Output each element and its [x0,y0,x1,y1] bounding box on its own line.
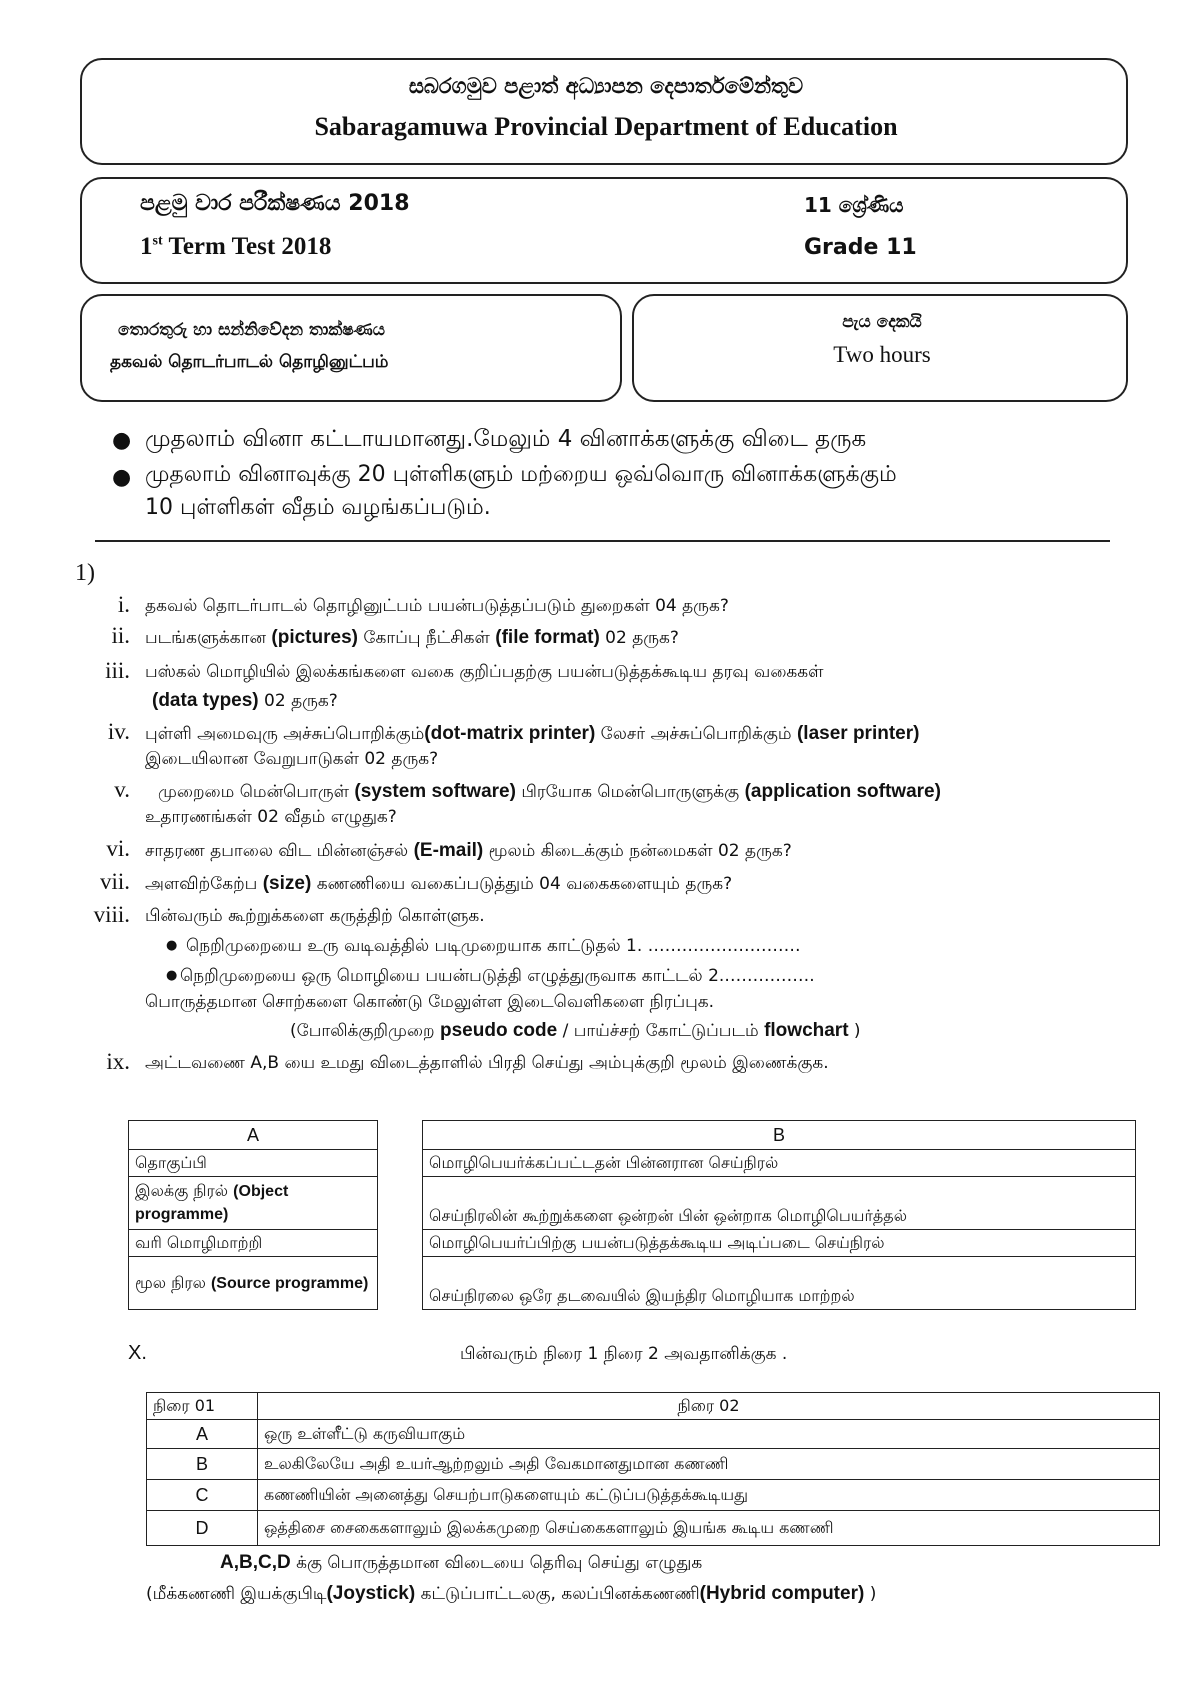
table-a [128,1120,378,1310]
divider-line [95,540,1110,542]
duration-sinhala: පැය දෙකයි [842,312,922,332]
table-b-cell: மொழிபெயர்க்கப்பட்டதன் பின்னரான செய்நிரல் [423,1150,1136,1177]
instruction-bullet-1: ● [112,428,132,453]
question-viii-fill-instruction: பொருத்தமான சொற்களை கொண்டு மேலுள்ள இடைவெளிகளை நிரப்புக. [145,992,715,1012]
question-x-text: பின்வரும் நிரை 1 நிரை 2 அவதானிக்குக . [460,1344,788,1364]
question-ii-part-a: படங்களுக்கான [145,628,272,648]
question-iv-part-a: புள்ளி அமைவுரு அச்சுப்பொறிக்கும் [145,724,425,744]
table-b-cell: மொழிபெயர்ப்பிற்கு பயன்படுத்தக்கூடிய அடிப்படை செய்நிரல் [423,1230,1136,1257]
question-1-label: 1) [75,560,95,586]
table-a-cell-text: வரி மொழிமாற்றி [135,1232,263,1252]
question-iii-text: பஸ்கல் மொழியில் இலக்கங்களை வகை குறிப்பதற்கு பயன்படுத்தக்கூடிய தரவு வகைகள் [145,662,824,682]
department-sinhala: සබරගමුව පළාත් අධ්‍යාපන දෙපාර්තමේන්තුව [408,74,804,98]
table-x-key: A [147,1420,258,1449]
question-x-number: X. [128,1342,147,1364]
question-x-choice-e: ) [864,1584,877,1604]
table-row [147,1449,1160,1480]
table-b [422,1120,1136,1310]
question-v-part-c: பிரயோக மென்பொருளுக்கு [515,782,745,802]
term-number: 1 [140,233,153,260]
question-v-text [158,781,941,804]
table-a-cell-text: இலக்கு நிரல் [135,1181,234,1200]
table-x-col1-header: நிரை 01 [147,1393,258,1420]
question-vii-size: (size) [262,873,312,894]
term-english-text: Term Test 2018 [168,233,332,260]
question-vi-number: vi. [106,836,130,861]
question-iv-dot-matrix: (dot-matrix printer) [424,723,596,744]
question-viii-options [290,1020,861,1043]
question-ii-file-format: (file format) [495,627,600,648]
question-x-hybrid: (Hybrid computer) [699,1583,865,1604]
question-x-choices [146,1583,876,1606]
exam-info-box [80,177,1128,284]
table-row [129,1257,378,1310]
table-a-cell-text: தொகுப்பி [135,1152,207,1172]
table-x-key: B [147,1449,258,1480]
table-x-col2-header: நிரை 02 [258,1393,1160,1420]
question-v-number: v. [114,777,130,802]
question-viii-intro: பின்வரும் கூற்றுக்களை கருத்திற் கொள்ளுக. [145,906,485,926]
term-superscript: st [152,233,163,249]
table-x-desc: ஒரு உள்ளீட்டு கருவியாகும் [258,1420,1160,1449]
question-iv-text [145,723,919,746]
question-x-choice-c: கட்டுப்பாட்டலகு, கலப்பினக்கணணி [415,1584,700,1604]
question-iv-laser: (laser printer) [796,723,920,744]
table-row [423,1230,1136,1257]
question-viii-number: viii. [93,902,130,927]
question-iv-number: iv. [107,719,130,744]
question-iii-part-c: 02 தருக? [258,691,338,711]
question-viii-opt-c: / பாய்ச்சற் கோட்டுப்படம் [557,1021,765,1041]
question-ii-text [145,627,679,650]
subject-box [80,294,622,402]
question-ii-part-e: 02 தருக? [599,628,679,648]
grade-sinhala: 11 ශ්‍රේණිය [804,193,904,217]
question-vii-text [145,873,732,896]
table-row [423,1257,1136,1310]
question-ii-pictures: (pictures) [271,627,358,648]
table-b-cell: செய்நிரலின் கூற்றுக்களை ஒன்றன் பின் ஒன்றாக மொழிபெயர்த்தல் [423,1177,1136,1230]
question-x-choice-a: (மீக்கணணி இயக்குபிடி [146,1584,327,1604]
question-iv-part-c: லேசர் அச்சுப்பொறிக்கும் [595,724,797,744]
question-iii-number: iii. [105,658,130,683]
question-vii-number: vii. [99,869,130,894]
table-x-desc: உலகிலேயே அதி உயர்ஆற்றலும் அதி வேகமானதுமான கணணி [258,1449,1160,1480]
question-vi-part-a: சாதரண தபாலை விட மின்னஞ்சல் [145,841,414,861]
table-a-cell-text: மூல நிரல [135,1272,211,1292]
table-a-header: A [129,1121,378,1150]
question-x-joystick: (Joystick) [326,1583,416,1604]
term-english [140,233,331,261]
subject-sinhala: තොරතුරු හා සන්නිවේදන තාක්ෂණය [118,320,385,340]
table-row [423,1150,1136,1177]
table-row [129,1230,378,1257]
table-a-cell-english: (Object programme) [135,1183,289,1223]
question-v-system-software: (system software) [354,781,516,802]
question-ii-number: ii. [111,623,130,648]
question-iii-data-types: (data types) [152,690,259,711]
instruction-1: முதலாம் வினா கட்டாயமானது.மேலும் 4 வினாக்களுக்கு விடை தருக [145,426,867,452]
question-iii-line2 [152,690,338,713]
table-a-cell [129,1177,378,1230]
table-row [423,1177,1136,1230]
table-a-cell [129,1150,378,1177]
duration-box [632,294,1128,402]
table-row [147,1511,1160,1546]
question-viii-pseudo-code: pseudo code [440,1020,558,1041]
term-sinhala [140,191,410,216]
header-box [80,58,1128,165]
table-x [146,1392,1160,1546]
table-a-cell-english: (Source programme) [210,1274,369,1292]
table-x-desc: ஒத்திசை சைகைகளாலும் இலக்கமுறை செய்கைகளாலும் இயங்க கூடிய கணணி [258,1511,1160,1546]
question-v-line2: உதாரணங்கள் 02 வீதம் எழுதுக? [145,807,397,827]
question-vi-part-c: மூலம் கிடைக்கும் நன்மைகள் 02 தருக? [483,841,792,861]
table-b-cell: செய்நிரலை ஒரே தடவையில் இயந்திர மொழியாக மாற்றல் [423,1257,1136,1310]
question-vi-email: (E-mail) [413,840,484,861]
question-viii-bullet1: நெறிமுறையை உரு வடிவத்தில் படிமுறையாக காட்டுதல் 1. ……………………… [186,936,801,956]
question-i-number: i. [117,592,130,617]
question-x-answer-keys: A,B,C,D [220,1552,291,1573]
table-x-desc: கணணியின் அனைத்து செயற்பாடுகளையும் கட்டுப்படுத்தக்கூடியது [258,1480,1160,1511]
question-viii-bullet2: நெறிமுறையை ஒரு மொழியை பயன்படுத்தி எழுத்துருவாக காட்டல் 2.……………. [180,966,815,986]
table-row [129,1177,378,1230]
instruction-bullet-2: ● [112,465,132,490]
question-i-text: தகவல் தொடர்பாடல் தொழினுட்பம் பயன்படுத்தப்படும் துறைகள் 04 தருக? [145,596,729,616]
question-vi-text [145,840,792,863]
term-sinhala-text: පළමු වාර පරීක්ෂණය 2018 [140,191,410,216]
instruction-2: முதலாம் வினாவுக்கு 20 புள்ளிகளும் மற்றைய ஒவ்வொரு வினாக்களுக்கும் [145,462,897,487]
subject-tamil: தகவல் தொடர்பாடல் தொழினுட்பம் [110,352,389,372]
question-viii-flowchart: flowchart [764,1020,849,1041]
question-ix-number: ix. [106,1049,130,1074]
grade-english: Grade 11 [804,235,917,260]
table-x-key: D [147,1511,258,1546]
instruction-3: 10 புள்ளிகள் வீதம் வழங்கப்படும். [145,495,491,520]
question-iv-line2: இடையிலான வேறுபாடுகள் 02 தருக? [145,749,439,769]
question-v-part-a: முறைமை மென்பொருள் [158,782,355,802]
table-row [129,1150,378,1177]
question-ii-part-c: கோப்பு நீட்சிகள் [357,628,496,648]
table-a-cell [129,1230,378,1257]
question-vii-part-a: அளவிற்கேற்ப [145,874,263,894]
table-x-key: C [147,1480,258,1511]
question-ix-text: அட்டவணை A,B யை உமது விடைத்தாளில் பிரதி செய்து அம்புக்குறி மூலம் இணைக்குக. [145,1053,829,1073]
table-row [147,1480,1160,1511]
question-viii-bullet1-dot: ● [166,938,178,953]
department-english: Sabaragamuwa Provincial Department of Education [314,112,898,141]
question-viii-opt-a: (போலிக்குறிமுறை [290,1021,440,1041]
question-v-application-software: (application software) [744,781,941,802]
duration-english: Two hours [833,342,931,367]
table-row [147,1420,1160,1449]
question-x-answer-instruction [220,1552,702,1575]
question-viii-bullet2-dot: ● [166,968,178,983]
question-viii-opt-e: ) [848,1021,861,1041]
question-x-answer-text: க்கு பொருத்தமான விடையை தெரிவு செய்து எழுதுக [290,1553,703,1573]
question-vii-part-c: கணணியை வகைப்படுத்தும் 04 வகைகளையும் தருக? [311,874,733,894]
table-b-header: B [423,1121,1136,1150]
table-a-cell [129,1257,378,1310]
